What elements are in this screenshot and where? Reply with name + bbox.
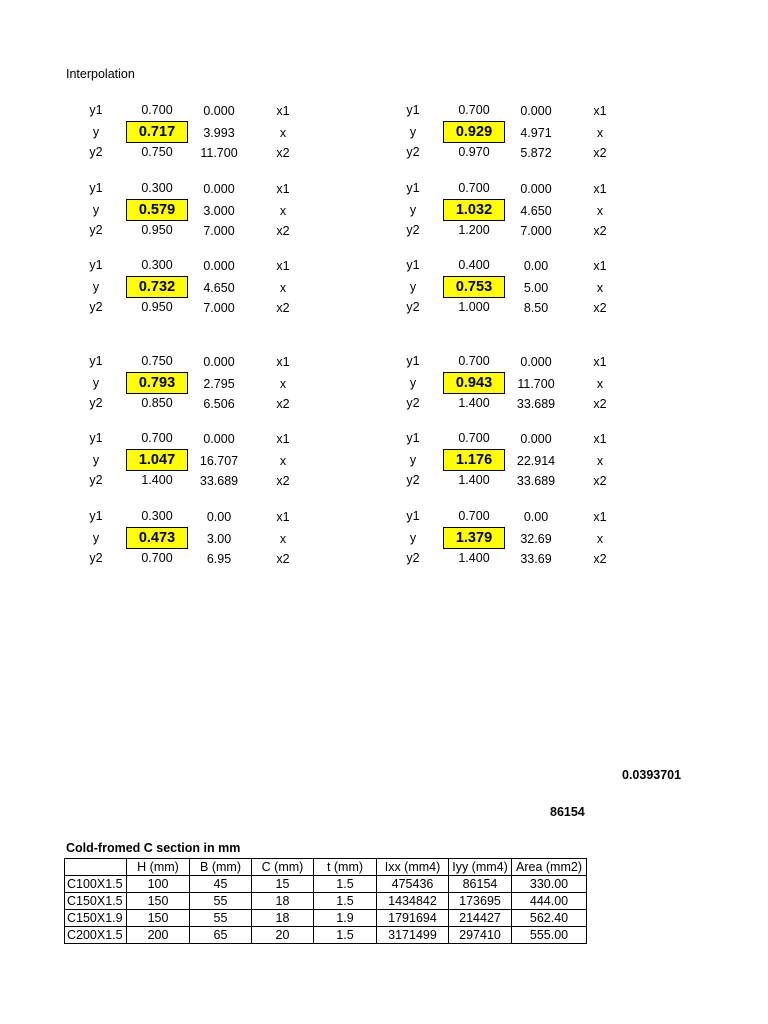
section-name-cell: C200X1.5 — [65, 927, 127, 944]
row-label-x: x — [279, 532, 287, 546]
table-cell: 18 — [252, 893, 314, 910]
row-label-x1: x1 — [593, 510, 607, 524]
row-label-y2: y2 — [406, 473, 420, 487]
row-label-y: y — [92, 376, 100, 390]
interpolation-block — [383, 509, 703, 573]
interpolated-y-value: 0.793 — [126, 372, 188, 394]
x1-value: 0.000 — [203, 259, 235, 273]
table-cell: 65 — [190, 927, 252, 944]
row-label-y: y — [92, 531, 100, 545]
x1-value: 0.000 — [520, 432, 552, 446]
x2-value: 33.689 — [516, 474, 556, 488]
y1-value: 0.700 — [458, 509, 490, 523]
row-label-x1: x1 — [593, 355, 607, 369]
interpolation-block — [383, 181, 703, 245]
interpolated-y-value: 0.717 — [126, 121, 188, 143]
interpolation-title: Interpolation — [66, 67, 135, 81]
section-name-cell: C150X1.5 — [65, 893, 127, 910]
interpolation-block — [66, 181, 386, 245]
interpolated-y-value: 0.473 — [126, 527, 188, 549]
y2-value: 1.400 — [458, 473, 490, 487]
x1-value: 0.000 — [520, 104, 552, 118]
table-cell: 15 — [252, 876, 314, 893]
row-label-y1: y1 — [89, 354, 103, 368]
row-label-y: y — [409, 531, 417, 545]
row-label-y2: y2 — [406, 551, 420, 565]
section-properties-table — [64, 858, 587, 944]
row-label-x: x — [596, 204, 604, 218]
row-label-x1: x1 — [593, 259, 607, 273]
y1-value: 0.700 — [458, 431, 490, 445]
table-cell: 150 — [127, 910, 190, 927]
interpolated-y-value: 0.753 — [443, 276, 505, 298]
row-label-x1: x1 — [276, 510, 290, 524]
row-label-x2: x2 — [593, 474, 607, 488]
interpolated-y-value: 1.379 — [443, 527, 505, 549]
x-value: 4.971 — [520, 126, 552, 140]
interpolated-y-value: 1.032 — [443, 199, 505, 221]
table-cell: 55 — [190, 910, 252, 927]
y2-value: 0.950 — [141, 300, 173, 314]
column-header: B (mm) — [190, 859, 252, 876]
interpolated-y-value: 0.929 — [443, 121, 505, 143]
table-cell: 86154 — [449, 876, 512, 893]
table-cell: 45 — [190, 876, 252, 893]
x1-value: 0.000 — [203, 104, 235, 118]
row-label-y1: y1 — [406, 258, 420, 272]
y2-value: 0.700 — [141, 551, 173, 565]
row-label-x2: x2 — [276, 474, 290, 488]
x-value: 4.650 — [520, 204, 552, 218]
row-label-x1: x1 — [593, 182, 607, 196]
y1-value: 0.400 — [458, 258, 490, 272]
column-header: Iyy (mm4) — [449, 859, 512, 876]
interpolation-block — [383, 431, 703, 495]
x1-value: 0.000 — [203, 432, 235, 446]
x-value: 22.914 — [516, 454, 556, 468]
table-cell: 555.00 — [512, 927, 587, 944]
x-value: 4.650 — [203, 281, 235, 295]
row-label-y1: y1 — [89, 509, 103, 523]
x2-value: 7.000 — [203, 301, 235, 315]
column-header: Ixx (mm4) — [377, 859, 449, 876]
row-label-y1: y1 — [406, 181, 420, 195]
row-label-x2: x2 — [593, 224, 607, 238]
interpolated-y-value: 0.943 — [443, 372, 505, 394]
interpolation-block — [66, 258, 386, 322]
section-name-cell: C100X1.5 — [65, 876, 127, 893]
row-label-y2: y2 — [406, 300, 420, 314]
x-value: 32.69 — [520, 532, 552, 546]
interpolation-block — [383, 103, 703, 167]
y1-value: 0.300 — [141, 258, 173, 272]
row-label-y: y — [409, 376, 417, 390]
x1-value: 0.000 — [520, 355, 552, 369]
row-label-x: x — [596, 377, 604, 391]
x1-value: 0.00 — [523, 259, 549, 273]
table-cell: 1.5 — [314, 876, 377, 893]
y2-value: 0.850 — [141, 396, 173, 410]
table-cell: 173695 — [449, 893, 512, 910]
table-row — [65, 910, 587, 927]
y2-value: 0.970 — [458, 145, 490, 159]
y2-value: 0.950 — [141, 223, 173, 237]
x2-value: 8.50 — [523, 301, 549, 315]
row-label-x: x — [279, 281, 287, 295]
x1-value: 0.000 — [520, 182, 552, 196]
interpolation-block — [66, 354, 386, 418]
row-label-x2: x2 — [593, 397, 607, 411]
row-label-x1: x1 — [276, 104, 290, 118]
table-cell: 475436 — [377, 876, 449, 893]
table-header-row — [65, 859, 587, 876]
iyy-reference-value: 86154 — [550, 805, 585, 819]
section-table-title: Cold-fromed C section in mm — [66, 841, 241, 855]
table-cell: 100 — [127, 876, 190, 893]
row-label-x1: x1 — [593, 104, 607, 118]
table-row — [65, 876, 587, 893]
row-label-x2: x2 — [276, 552, 290, 566]
y1-value: 0.700 — [141, 431, 173, 445]
x2-value: 7.000 — [203, 224, 235, 238]
row-label-y2: y2 — [406, 145, 420, 159]
row-label-y2: y2 — [89, 223, 103, 237]
row-label-y: y — [92, 280, 100, 294]
y1-value: 0.700 — [141, 103, 173, 117]
interpolated-y-value: 1.047 — [126, 449, 188, 471]
x1-value: 0.000 — [203, 355, 235, 369]
row-label-x1: x1 — [276, 259, 290, 273]
column-header: t (mm) — [314, 859, 377, 876]
row-label-x2: x2 — [593, 552, 607, 566]
row-label-y1: y1 — [89, 258, 103, 272]
y1-value: 0.700 — [458, 103, 490, 117]
row-label-y: y — [92, 203, 100, 217]
row-label-x: x — [596, 281, 604, 295]
table-cell: 200 — [127, 927, 190, 944]
table-cell: 297410 — [449, 927, 512, 944]
row-label-y: y — [92, 125, 100, 139]
row-label-x1: x1 — [276, 182, 290, 196]
column-header: C (mm) — [252, 859, 314, 876]
x2-value: 11.700 — [200, 146, 238, 160]
row-label-x2: x2 — [276, 397, 290, 411]
interpolation-block — [66, 431, 386, 495]
row-label-x: x — [279, 126, 287, 140]
column-header: Area (mm2) — [512, 859, 587, 876]
row-label-y: y — [409, 453, 417, 467]
x1-value: 0.00 — [523, 510, 549, 524]
x2-value: 6.95 — [206, 552, 232, 566]
x-value: 2.795 — [203, 377, 235, 391]
row-label-y2: y2 — [406, 223, 420, 237]
table-cell: 1.9 — [314, 910, 377, 927]
row-label-x1: x1 — [593, 432, 607, 446]
table-cell: 1434842 — [377, 893, 449, 910]
x-value: 5.00 — [523, 281, 549, 295]
x2-value: 5.872 — [520, 146, 552, 160]
row-label-y2: y2 — [406, 396, 420, 410]
x2-value: 7.000 — [520, 224, 552, 238]
row-label-x: x — [279, 454, 287, 468]
row-label-x1: x1 — [276, 432, 290, 446]
table-cell: 444.00 — [512, 893, 587, 910]
interpolation-block — [383, 258, 703, 322]
x-value: 11.700 — [517, 377, 555, 391]
table-cell: 55 — [190, 893, 252, 910]
y2-value: 1.400 — [458, 396, 490, 410]
y2-value: 1.400 — [458, 551, 490, 565]
y1-value: 0.300 — [141, 181, 173, 195]
row-label-y1: y1 — [406, 509, 420, 523]
row-label-x2: x2 — [276, 224, 290, 238]
x1-value: 0.00 — [206, 510, 232, 524]
x2-value: 33.69 — [520, 552, 552, 566]
table-cell: 1791694 — [377, 910, 449, 927]
y2-value: 1.000 — [458, 300, 490, 314]
y2-value: 1.200 — [458, 223, 490, 237]
x2-value: 33.689 — [199, 474, 239, 488]
row-label-x1: x1 — [276, 355, 290, 369]
x2-value: 33.689 — [516, 397, 556, 411]
y2-value: 0.750 — [141, 145, 173, 159]
table-cell: 18 — [252, 910, 314, 927]
interpolation-block — [66, 103, 386, 167]
row-label-x: x — [596, 532, 604, 546]
row-label-x2: x2 — [593, 146, 607, 160]
x2-value: 6.506 — [203, 397, 235, 411]
table-cell: 3171499 — [377, 927, 449, 944]
row-label-y1: y1 — [406, 431, 420, 445]
section-name-cell: C150X1.9 — [65, 910, 127, 927]
table-cell: 330.00 — [512, 876, 587, 893]
interpolated-y-value: 0.732 — [126, 276, 188, 298]
x-value: 3.00 — [206, 532, 232, 546]
table-cell: 20 — [252, 927, 314, 944]
table-row — [65, 893, 587, 910]
table-row — [65, 927, 587, 944]
y1-value: 0.700 — [458, 354, 490, 368]
row-label-y1: y1 — [89, 181, 103, 195]
row-label-x2: x2 — [276, 146, 290, 160]
row-label-y1: y1 — [406, 103, 420, 117]
row-label-y2: y2 — [89, 300, 103, 314]
row-label-y2: y2 — [89, 473, 103, 487]
row-label-y1: y1 — [89, 103, 103, 117]
column-header — [65, 859, 127, 876]
row-label-x: x — [596, 126, 604, 140]
y2-value: 1.400 — [141, 473, 173, 487]
table-cell: 150 — [127, 893, 190, 910]
row-label-y2: y2 — [89, 145, 103, 159]
row-label-x2: x2 — [276, 301, 290, 315]
interpolated-y-value: 1.176 — [443, 449, 505, 471]
row-label-y1: y1 — [406, 354, 420, 368]
y1-value: 0.300 — [141, 509, 173, 523]
row-label-y: y — [409, 125, 417, 139]
x-value: 3.000 — [203, 204, 235, 218]
row-label-y: y — [409, 280, 417, 294]
row-label-y2: y2 — [89, 396, 103, 410]
table-cell: 214427 — [449, 910, 512, 927]
table-cell: 1.5 — [314, 927, 377, 944]
table-cell: 1.5 — [314, 893, 377, 910]
y1-value: 0.750 — [141, 354, 173, 368]
interpolation-block — [66, 509, 386, 573]
x-value: 16.707 — [199, 454, 239, 468]
row-label-y: y — [409, 203, 417, 217]
y1-value: 0.700 — [458, 181, 490, 195]
row-label-y: y — [92, 453, 100, 467]
table-cell: 562.40 — [512, 910, 587, 927]
interpolation-block — [383, 354, 703, 418]
interpolated-y-value: 0.579 — [126, 199, 188, 221]
x-value: 3.993 — [203, 126, 235, 140]
row-label-x: x — [596, 454, 604, 468]
row-label-x: x — [279, 204, 287, 218]
x1-value: 0.000 — [203, 182, 235, 196]
row-label-y1: y1 — [89, 431, 103, 445]
row-label-x2: x2 — [593, 301, 607, 315]
row-label-x: x — [279, 377, 287, 391]
row-label-y2: y2 — [89, 551, 103, 565]
column-header: H (mm) — [127, 859, 190, 876]
conversion-value: 0.0393701 — [622, 768, 682, 782]
